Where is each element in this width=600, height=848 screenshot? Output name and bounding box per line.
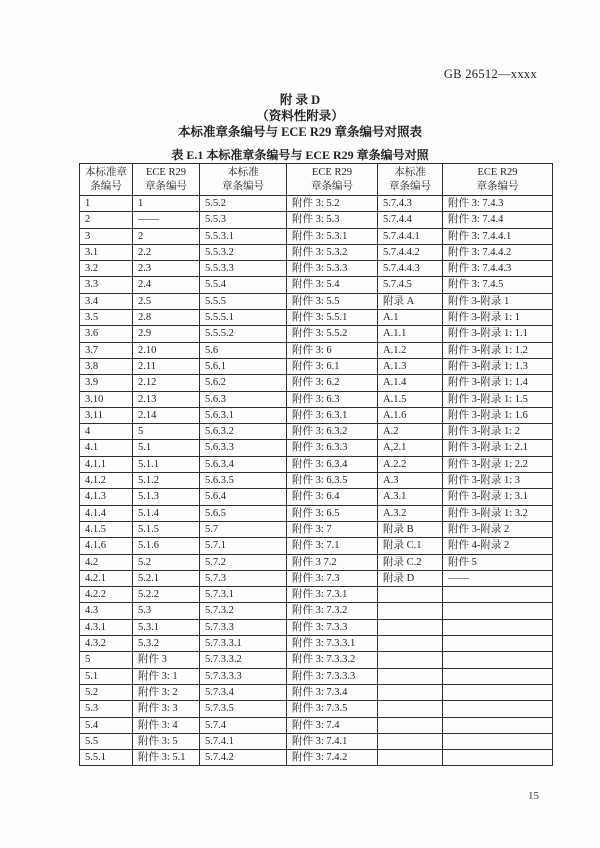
cell: 附件 3: 5.3.1 <box>287 228 378 244</box>
cell: 5.1 <box>80 668 133 684</box>
col-header-std-3: 本标准 章条编号 <box>378 164 443 196</box>
cell: 附件 3: 7.4.1 <box>287 733 378 749</box>
table-row <box>80 424 553 440</box>
cell: 附件 3: 6.3.5 <box>287 473 378 489</box>
cell: 5.2.2 <box>133 587 200 603</box>
cell: 附件 3: 7.3.1 <box>287 587 378 603</box>
page-number: 15 <box>528 790 539 802</box>
cell: 4.1.4 <box>80 505 133 521</box>
cell: 附件 3-附录 1: 2.1 <box>443 440 553 456</box>
cell: 1 <box>133 196 200 212</box>
cell: 2.3 <box>133 261 200 277</box>
cell <box>378 636 443 652</box>
cell: 5.3 <box>133 603 200 619</box>
cell: 5.7.4.1 <box>200 733 287 749</box>
table-row <box>80 554 553 570</box>
cell: A.3.1 <box>378 489 443 505</box>
cell: 5.5.3.1 <box>200 228 287 244</box>
cell: 2.10 <box>133 342 200 358</box>
cell <box>443 587 553 603</box>
cell: 4.1.1 <box>80 456 133 472</box>
cell: 附件 3: 5.3.3 <box>287 261 378 277</box>
col-header-std-1: 本标准章 条编号 <box>80 164 133 196</box>
cell: 5.7.3.3.2 <box>200 652 287 668</box>
table-row <box>80 228 553 244</box>
cell: 附件 3: 7.4.3 <box>443 196 553 212</box>
cell: 5.6.5 <box>200 505 287 521</box>
cell: 4.1.6 <box>80 538 133 554</box>
cell: 附件 3-附录 1: 1.5 <box>443 391 553 407</box>
cell: 4.3.1 <box>80 619 133 635</box>
table-row <box>80 619 553 635</box>
cell: 2.8 <box>133 310 200 326</box>
cell <box>378 668 443 684</box>
cell: 附件 3: 7.4.2 <box>287 750 378 766</box>
cell: 5.3.2 <box>133 636 200 652</box>
cell: A.1.2 <box>378 342 443 358</box>
cell: 5.6.2 <box>200 375 287 391</box>
cell: 附件 3-附录 2 <box>443 521 553 537</box>
cell: A.1.5 <box>378 391 443 407</box>
cell: 4.1 <box>80 440 133 456</box>
cell: 3.8 <box>80 358 133 374</box>
table-row <box>80 587 553 603</box>
cell: A.3 <box>378 473 443 489</box>
cell: 5.7.4.2 <box>200 750 287 766</box>
cell: 4.1.2 <box>80 473 133 489</box>
col-header-ece-1: ECE R29 章条编号 <box>133 164 200 196</box>
cell: 附件 3: 7.3 <box>287 570 378 586</box>
cell: 5.1.1 <box>133 456 200 472</box>
table-row <box>80 440 553 456</box>
cell: 附件 3-附录 1: 3 <box>443 473 553 489</box>
table-row <box>80 717 553 733</box>
cell: 4.3 <box>80 603 133 619</box>
cell: 附件 3: 7.3.5 <box>287 701 378 717</box>
table-row <box>80 652 553 668</box>
cell: 1 <box>80 196 133 212</box>
cell: 附件 3: 7.4.5 <box>443 277 553 293</box>
cell: 附件 3-附录 1: 1 <box>443 310 553 326</box>
cell: 2 <box>80 212 133 228</box>
cell: 3.2 <box>80 261 133 277</box>
table-row <box>80 603 553 619</box>
cell: 附件 3-附录 1: 1.3 <box>443 358 553 374</box>
cell: 5.6.3.3 <box>200 440 287 456</box>
cell: 5.7.3.2 <box>200 603 287 619</box>
cell: 5.1.3 <box>133 489 200 505</box>
cell: A.2.2 <box>378 456 443 472</box>
cell: 附件 3: 6.2 <box>287 375 378 391</box>
table-row <box>80 310 553 326</box>
table-caption: 表 E.1 本标准章条编号与 ECE R29 章条编号对照 <box>171 148 429 162</box>
table-row <box>80 391 553 407</box>
cell: 5.1.6 <box>133 538 200 554</box>
cell <box>443 636 553 652</box>
cell <box>378 701 443 717</box>
cell <box>443 733 553 749</box>
cell: 附件 3: 7.3.3 <box>287 619 378 635</box>
cell: 5.5.1 <box>80 750 133 766</box>
cell: 5 <box>80 652 133 668</box>
cell: 附件 3: 7.4.4.3 <box>443 261 553 277</box>
cell: 2.12 <box>133 375 200 391</box>
cell: A.1.1 <box>378 326 443 342</box>
cell: 附件 3: 6.3 <box>287 391 378 407</box>
cell: 5.6.3.1 <box>200 407 287 423</box>
cell: 3.1 <box>80 244 133 260</box>
cell: 5.2.1 <box>133 570 200 586</box>
table-row <box>80 196 553 212</box>
appendix-label: 附 录 D <box>279 93 321 107</box>
cell <box>443 750 553 766</box>
cell: 5.7.4.5 <box>378 277 443 293</box>
cell: 5.7.4.4.1 <box>378 228 443 244</box>
table-body <box>80 196 553 766</box>
cell: —— <box>133 212 200 228</box>
cell: 5.1.5 <box>133 521 200 537</box>
cell: 附录 B <box>378 521 443 537</box>
cell <box>378 717 443 733</box>
cell: 2.13 <box>133 391 200 407</box>
cell: 附件 3: 5.5.2 <box>287 326 378 342</box>
cell <box>378 603 443 619</box>
cell: 5.7.4.4.2 <box>378 244 443 260</box>
cell: 附件 3: 6.5 <box>287 505 378 521</box>
table-row <box>80 358 553 374</box>
cell: 附件 3: 5.4 <box>287 277 378 293</box>
cell: 2.4 <box>133 277 200 293</box>
table-row <box>80 750 553 766</box>
cell: 附件 3: 7.3.4 <box>287 684 378 700</box>
cell <box>378 733 443 749</box>
cell: 附件 3-附录 1: 1.6 <box>443 407 553 423</box>
cell: 附件 3: 5.3 <box>287 212 378 228</box>
cell: 附件 3: 7.4.4.2 <box>443 244 553 260</box>
cell: 5.6 <box>200 342 287 358</box>
cell: 5.6.3.2 <box>200 424 287 440</box>
table-row <box>80 668 553 684</box>
cell <box>443 668 553 684</box>
table-row <box>80 212 553 228</box>
cell: 附件 3: 7.4.4 <box>443 212 553 228</box>
cell: 附件 3-附录 1: 1.1 <box>443 326 553 342</box>
cell: 3.7 <box>80 342 133 358</box>
table-row <box>80 733 553 749</box>
cell: 3.5 <box>80 310 133 326</box>
cell: 5.1.4 <box>133 505 200 521</box>
table-row <box>80 375 553 391</box>
cell: 5.5.5 <box>200 293 287 309</box>
cell: 附件 3 <box>133 652 200 668</box>
cell: 2 <box>133 228 200 244</box>
cell: 5.5.5.1 <box>200 310 287 326</box>
cell: 3.11 <box>80 407 133 423</box>
cell: 4.1.3 <box>80 489 133 505</box>
cell: A.1 <box>378 310 443 326</box>
cell <box>378 619 443 635</box>
cell: 附件 3-附录 1 <box>443 293 553 309</box>
cell: 附录 A <box>378 293 443 309</box>
cell: 附件 3: 7.3.3.1 <box>287 636 378 652</box>
table-row <box>80 538 553 554</box>
cell: 附件 3: 5 <box>133 733 200 749</box>
cell: 附件 3: 6.3.4 <box>287 456 378 472</box>
cell: A.2 <box>378 424 443 440</box>
cell: 5.7.3.3 <box>200 619 287 635</box>
cell: 4.2.1 <box>80 570 133 586</box>
table-row <box>80 277 553 293</box>
table-row <box>80 570 553 586</box>
cell: 附件 3: 5.5.1 <box>287 310 378 326</box>
cell: 附件 3: 6.4 <box>287 489 378 505</box>
table-row <box>80 244 553 260</box>
table-row <box>80 326 553 342</box>
cell: 附件 3: 7.4 <box>287 717 378 733</box>
table-row <box>80 342 553 358</box>
cell: 5.2 <box>80 684 133 700</box>
col-header-ece-2: ECE R29 章条编号 <box>287 164 378 196</box>
cell: 附件 3-附录 1: 3.2 <box>443 505 553 521</box>
table-row <box>80 456 553 472</box>
cell: 2.5 <box>133 293 200 309</box>
cell: 4.2 <box>80 554 133 570</box>
table-row <box>80 505 553 521</box>
cell: 附件 3-附录 1: 1.2 <box>443 342 553 358</box>
cell: 附件 3: 5.1 <box>133 750 200 766</box>
cell: 5.6.3.4 <box>200 456 287 472</box>
table-row <box>80 293 553 309</box>
cell: 附件 3: 6.3.3 <box>287 440 378 456</box>
cell: 5.6.3.5 <box>200 473 287 489</box>
cell: 附件 3: 6.3.2 <box>287 424 378 440</box>
cell: 附件 3-附录 1: 2 <box>443 424 553 440</box>
cell: 3.6 <box>80 326 133 342</box>
cell: 附件 3: 5.2 <box>287 196 378 212</box>
table-row <box>80 636 553 652</box>
cell: A.1.6 <box>378 407 443 423</box>
cell: 5.7.4 <box>200 717 287 733</box>
table-row <box>80 407 553 423</box>
cell: 附件 3: 7.4.4.1 <box>443 228 553 244</box>
cell: 附录 D <box>378 570 443 586</box>
cell: 4.2.2 <box>80 587 133 603</box>
cell: 5.5.2 <box>200 196 287 212</box>
cell <box>443 603 553 619</box>
cell: A.1.3 <box>378 358 443 374</box>
cell: 附件 3-附录 1: 2.2 <box>443 456 553 472</box>
appendix-type: （资料性附录） <box>256 109 344 123</box>
cell: 2.14 <box>133 407 200 423</box>
comparison-table <box>79 163 553 766</box>
cell: 附件 3: 7.3.3.3 <box>287 668 378 684</box>
cell <box>443 701 553 717</box>
title-block <box>0 92 600 140</box>
cell: 附件 3-附录 1: 3.1 <box>443 489 553 505</box>
cell: 附件 3: 7 <box>287 521 378 537</box>
cell: 附件 3: 5.3.2 <box>287 244 378 260</box>
table-row <box>80 701 553 717</box>
cell: 5.7.2 <box>200 554 287 570</box>
cell: 5.7 <box>200 521 287 537</box>
cell: 附件 4-附录 2 <box>443 538 553 554</box>
cell: 附件 3: 7.1 <box>287 538 378 554</box>
cell: A.3.2 <box>378 505 443 521</box>
cell: 2.2 <box>133 244 200 260</box>
cell: A.1.4 <box>378 375 443 391</box>
cell: 5.6.4 <box>200 489 287 505</box>
table-row <box>80 473 553 489</box>
cell: 4.3.2 <box>80 636 133 652</box>
cell: 5.6.1 <box>200 358 287 374</box>
cell: 5 <box>133 424 200 440</box>
cell: 5.6.3 <box>200 391 287 407</box>
table-row <box>80 489 553 505</box>
cell: 5.5.3 <box>200 212 287 228</box>
cell: 附件 3: 7.3.2 <box>287 603 378 619</box>
cell: 3 <box>80 228 133 244</box>
cell: 5.7.3.3.1 <box>200 636 287 652</box>
cell: 附件 3: 5.5 <box>287 293 378 309</box>
cell: 5.1 <box>133 440 200 456</box>
cell: 3.9 <box>80 375 133 391</box>
cell: 附件 3: 6.1 <box>287 358 378 374</box>
cell: 5.7.3.3.3 <box>200 668 287 684</box>
cell: 3.10 <box>80 391 133 407</box>
cell <box>443 684 553 700</box>
cell <box>443 652 553 668</box>
cell: 附件 3: 3 <box>133 701 200 717</box>
header-row <box>80 164 553 196</box>
cell: 5.5.5.2 <box>200 326 287 342</box>
cell: 5.2 <box>133 554 200 570</box>
cell: 附件 3 7.2 <box>287 554 378 570</box>
col-header-std-2: 本标准 章条编号 <box>200 164 287 196</box>
cell <box>378 684 443 700</box>
cell: 附件 3: 7.3.3.2 <box>287 652 378 668</box>
cell: 5.5.4 <box>200 277 287 293</box>
cell <box>378 750 443 766</box>
cell: 4.1.5 <box>80 521 133 537</box>
cell: 5.7.1 <box>200 538 287 554</box>
cell: 5.7.3.1 <box>200 587 287 603</box>
cell: 附件 3: 4 <box>133 717 200 733</box>
cell: 5.7.3 <box>200 570 287 586</box>
cell: 3.3 <box>80 277 133 293</box>
col-header-ece-3: ECE R29 章条编号 <box>443 164 553 196</box>
table-row <box>80 521 553 537</box>
cell: 5.5.3.3 <box>200 261 287 277</box>
table-row <box>80 261 553 277</box>
cell: 5.1.2 <box>133 473 200 489</box>
appendix-title: 本标准章条编号与 ECE R29 章条编号对照表 <box>177 125 423 139</box>
cell: 附件 3: 6 <box>287 342 378 358</box>
cell: 5.3 <box>80 701 133 717</box>
cell: A,2.1 <box>378 440 443 456</box>
cell: —— <box>443 570 553 586</box>
cell: 5.4 <box>80 717 133 733</box>
table-row <box>80 684 553 700</box>
cell: 5.7.4.3 <box>378 196 443 212</box>
cell: 5.7.4.4.3 <box>378 261 443 277</box>
cell <box>378 587 443 603</box>
cell: 附件 3: 1 <box>133 668 200 684</box>
cell: 5.5 <box>80 733 133 749</box>
cell: 附件 3: 6.3.1 <box>287 407 378 423</box>
cell: 附录 C.2 <box>378 554 443 570</box>
cell: 5.3.1 <box>133 619 200 635</box>
cell: 5.5.3.2 <box>200 244 287 260</box>
cell: 附件 5 <box>443 554 553 570</box>
cell <box>378 652 443 668</box>
cell <box>443 619 553 635</box>
cell: 2.9 <box>133 326 200 342</box>
cell: 5.7.3.5 <box>200 701 287 717</box>
cell: 5.7.3.4 <box>200 684 287 700</box>
doc-number: GB 26512—xxxx <box>443 67 537 81</box>
cell: 附件 3: 2 <box>133 684 200 700</box>
cell: 4 <box>80 424 133 440</box>
cell: 附件 3-附录 1: 1.4 <box>443 375 553 391</box>
cell: 5.7.4.4 <box>378 212 443 228</box>
cell: 2.11 <box>133 358 200 374</box>
cell <box>443 717 553 733</box>
cell: 附录 C.1 <box>378 538 443 554</box>
cell: 3.4 <box>80 293 133 309</box>
